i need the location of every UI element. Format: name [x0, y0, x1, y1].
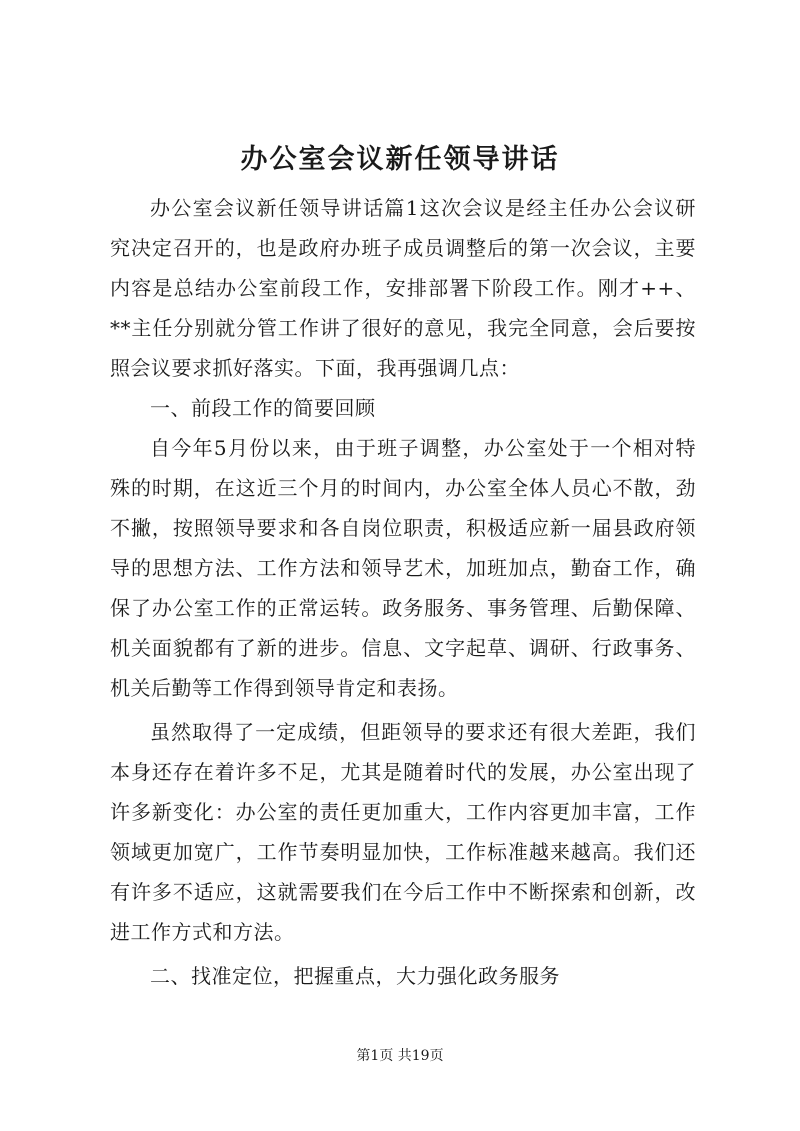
paragraph-review: 自今年5月份以来，由于班子调整，办公室处于一个相对特殊的时期，在这近三个月的时间内，办公室全体人员心不散，劲不撇，按照领导要求和各自岗位职责，积极适应新一届县政府领导的思想方法、工作方法和领导艺术，加班加点，勤奋工作，确保了办公室工作的正常运转。政务服务、事务管理、后勤保障、机关面貌都有了新的进步。信息、文字起草、调研、行政事务、机关后勤等工作得到领导肯定和表扬。	[110, 436, 696, 700]
page-number-footer: 第1页 共19页	[356, 1048, 444, 1064]
document-body	[110, 188, 696, 996]
paragraph-shortcomings: 虽然取得了一定成绩，但距领导的要求还有很大差距，我们本身还存在着许多不足，尤其是随着时代的发展，办公室出现了许多新变化：办公室的责任更加重大，工作内容更加丰富，工作领域更加宽广，工作节奏明显加快，工作标准越来越高。我们还有许多不适应，这就需要我们在今后工作中不断探索和创新，改进工作方式和方法。	[110, 720, 696, 944]
document-title: 办公室会议新任领导讲话	[240, 144, 560, 175]
section-heading-positioning: 二、找准定位，把握重点，大力强化政务服务	[150, 964, 560, 988]
section-heading-review: 一、前段工作的简要回顾	[150, 396, 376, 420]
paragraph-intro: 办公室会议新任领导讲话篇1这次会议是经主任办公会议研究决定召开的，也是政府办班子成员调整后的第一次会议，主要内容是总结办公室前段工作，安排部署下阶段工作。刚才++、**主任分别就分管工作讲了很好的意见，我完全同意，会后要按照会议要求抓好落实。下面，我再强调几点：	[110, 196, 696, 380]
